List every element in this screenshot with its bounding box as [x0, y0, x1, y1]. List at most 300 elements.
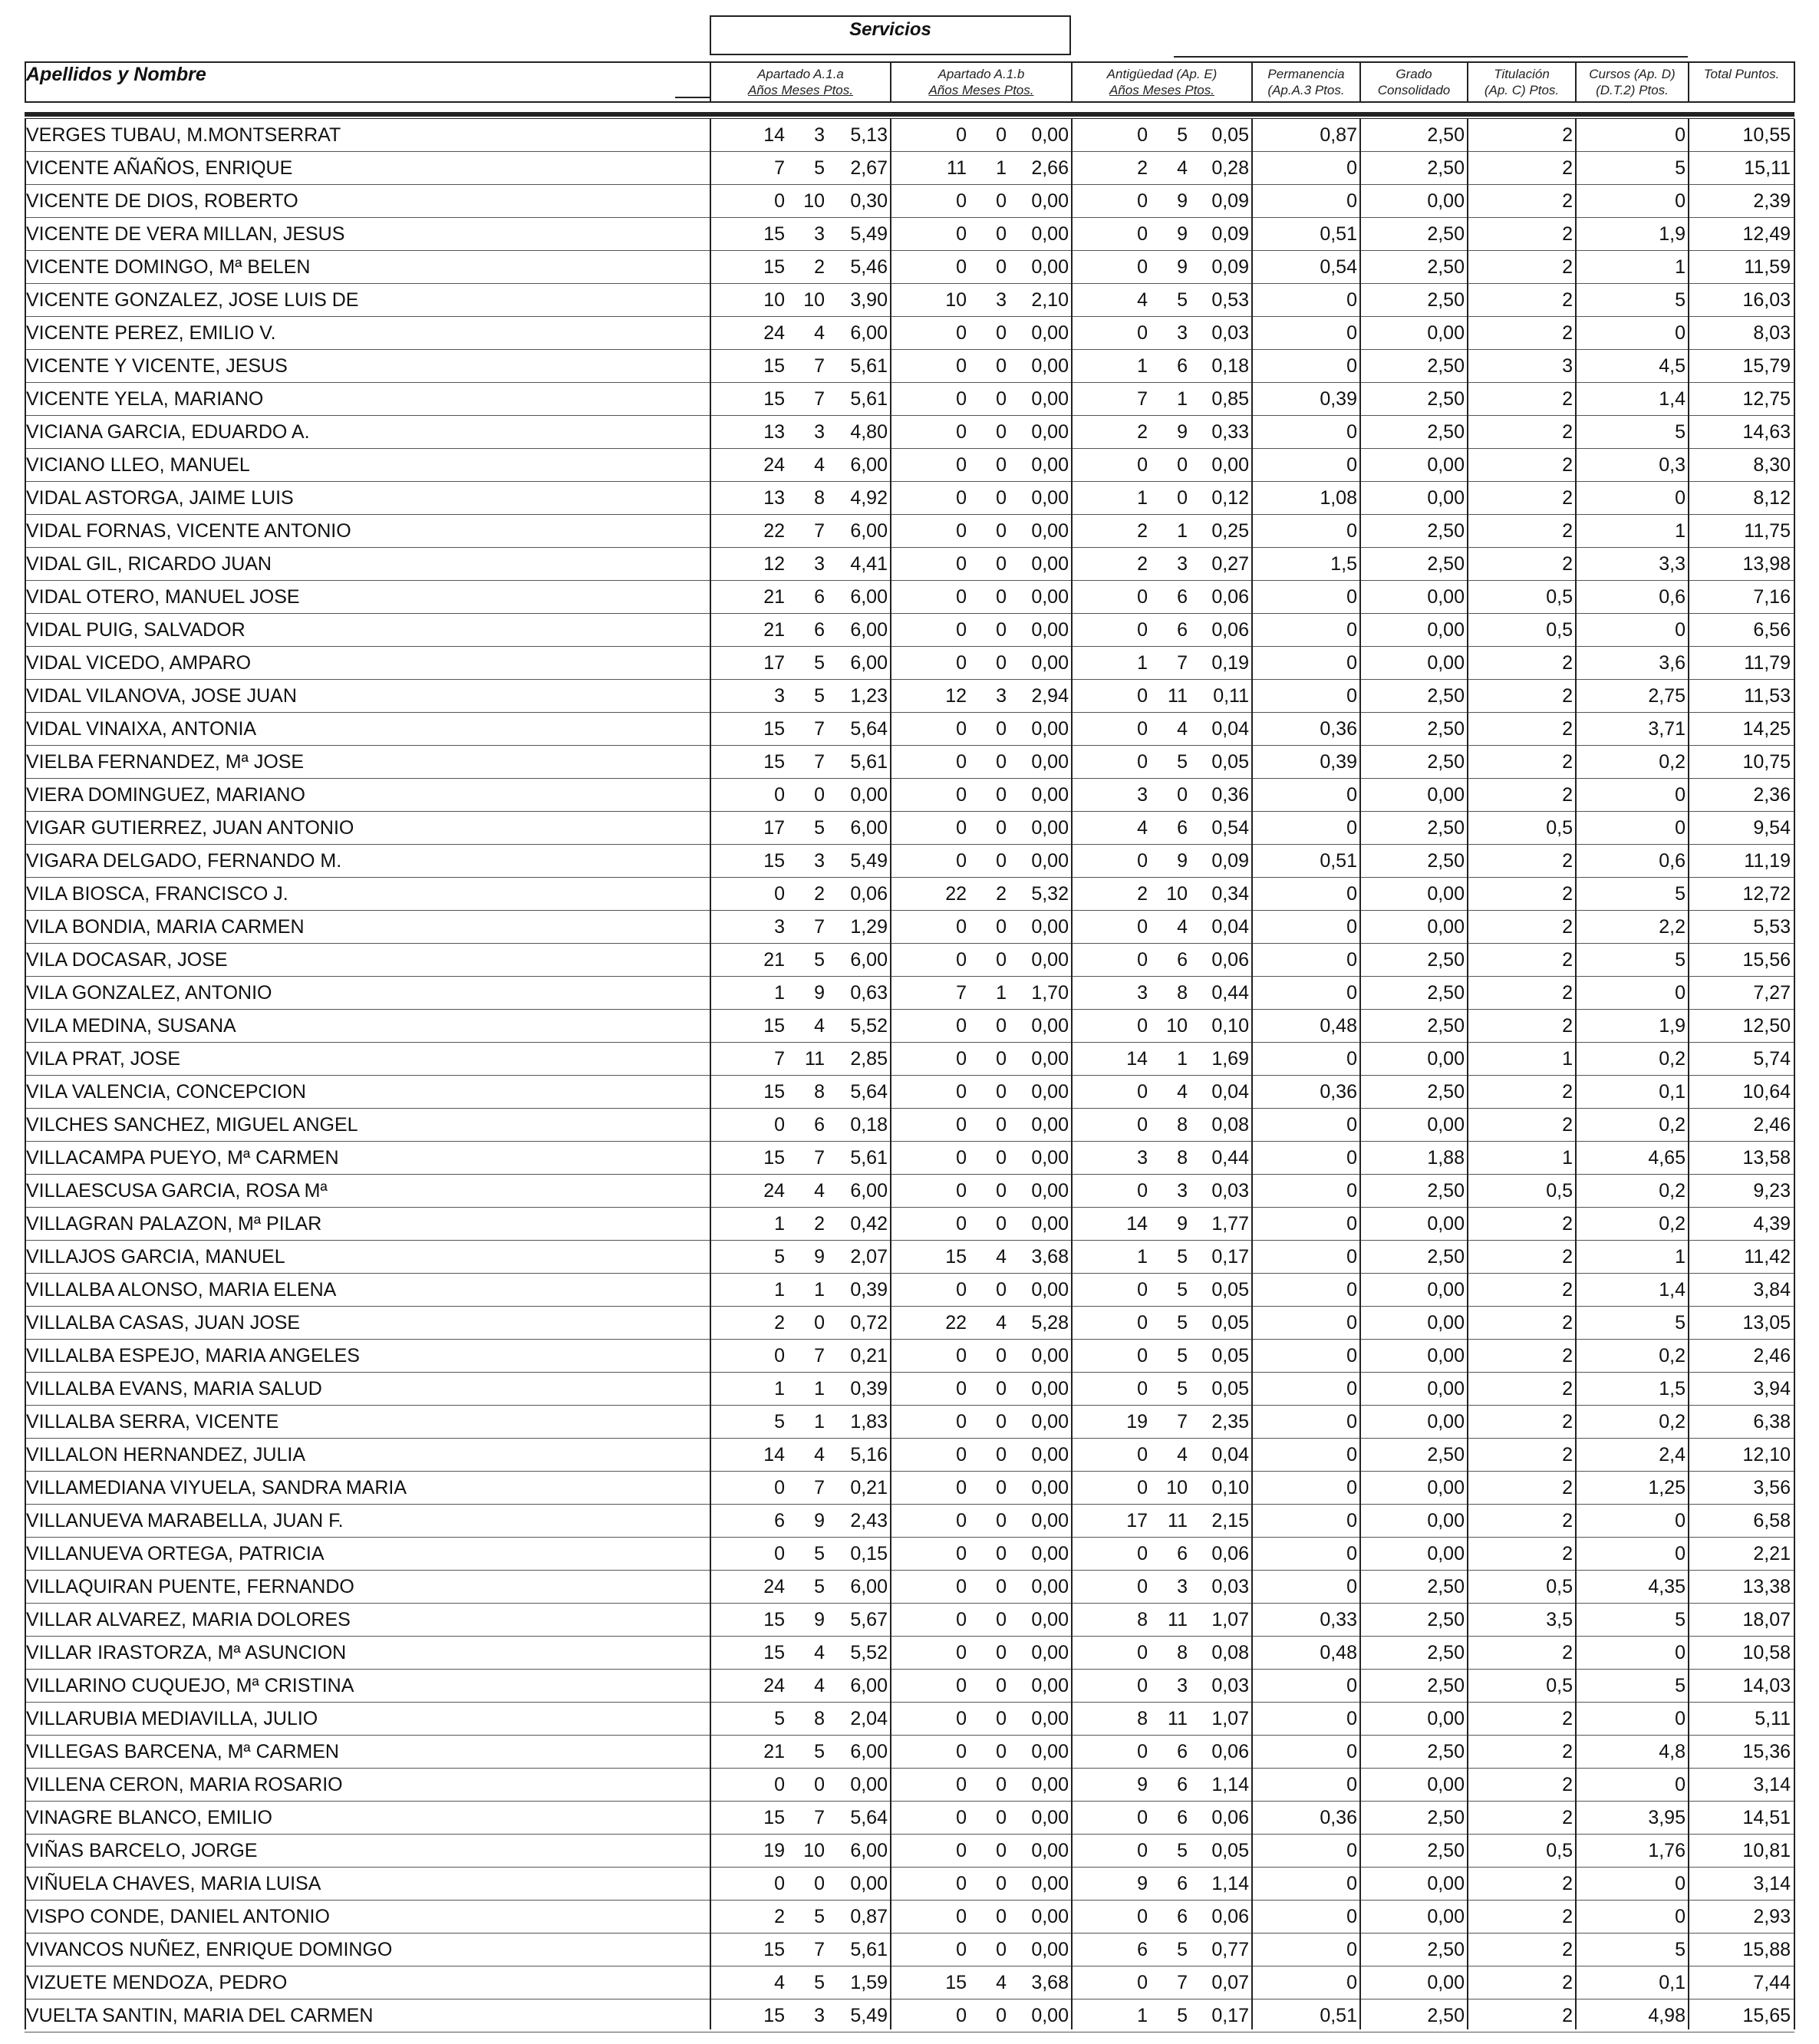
cell-value: 0,3 — [1659, 454, 1686, 476]
cell-value: 6,38 — [1753, 1411, 1791, 1432]
cell-value: 4,39 — [1753, 1213, 1791, 1235]
cell-name: VIELBA FERNANDEZ, Mª JOSE — [26, 751, 305, 773]
cell-value: 2 — [1562, 1411, 1573, 1432]
cell-value: 0 — [996, 355, 1007, 377]
cell-value: 5 — [814, 817, 825, 839]
cell-value: 0 — [1675, 1642, 1686, 1663]
col-title-titulacion — [1468, 66, 1575, 98]
cell-value: 10,75 — [1742, 751, 1791, 773]
cell-value: 0 — [1346, 1114, 1357, 1136]
cell-value: 0,00 — [1031, 355, 1069, 377]
cell-value: 0,36 — [1211, 784, 1249, 806]
cell-value: 0,07 — [1211, 1972, 1249, 1993]
cell-value: 0 — [1675, 487, 1686, 509]
header-thick-rule — [25, 112, 1794, 117]
cell-value: 2,75 — [1648, 685, 1686, 707]
cell-value: 2,50 — [1427, 1081, 1465, 1103]
cell-value: 0 — [996, 916, 1007, 938]
cell-value: 0 — [996, 1642, 1007, 1663]
cell-value: 0 — [996, 619, 1007, 641]
cell-value: 5,61 — [850, 751, 888, 773]
cell-value: 3 — [1137, 784, 1148, 806]
cell-value: 0 — [1675, 817, 1686, 839]
cell-value: 0 — [956, 817, 967, 839]
cell-value: 0,04 — [1211, 718, 1249, 740]
cell-value: 4 — [814, 1642, 825, 1663]
cell-value: 3 — [814, 2005, 825, 2026]
cell-value: 11,42 — [1744, 1246, 1791, 1268]
cell-value: 0 — [956, 718, 967, 740]
cell-value: 1,88 — [1427, 1147, 1465, 1169]
cell-name: VIZUETE MENDOZA, PEDRO — [26, 1972, 288, 1993]
cell-value: 11 — [947, 157, 967, 179]
cell-value: 0,06 — [1211, 619, 1249, 641]
cell-value: 1,14 — [1211, 1873, 1249, 1894]
cell-value: 0,17 — [1211, 1246, 1249, 1268]
cell-name: VIGARA DELGADO, FERNANDO M. — [26, 850, 342, 872]
cell-value: 0 — [1137, 190, 1148, 212]
cell-value: 0 — [996, 1510, 1007, 1531]
cell-value: 2,50 — [1427, 1642, 1465, 1663]
cell-value: 0,00 — [1031, 1840, 1069, 1861]
cell-value: 1,07 — [1211, 1609, 1249, 1630]
cell-value: 0 — [1346, 1972, 1357, 1993]
cell-value: 0,77 — [1211, 1939, 1249, 1960]
cell-value: 6 — [774, 1510, 785, 1531]
cell-value: 2,50 — [1427, 1576, 1465, 1597]
cell-value: 0,05 — [1211, 1345, 1249, 1367]
cell-value: 3 — [1177, 1675, 1188, 1696]
cell-value: 6,00 — [850, 619, 888, 641]
cell-value: 3 — [774, 685, 785, 707]
cell-value: 8 — [1137, 1708, 1148, 1729]
cell-value: 6 — [1177, 619, 1188, 641]
cell-value: 0,00 — [1427, 1774, 1465, 1795]
table-row — [25, 1208, 1794, 1241]
cell-value: 14,63 — [1742, 421, 1791, 443]
cell-value: 3,71 — [1648, 718, 1686, 740]
cell-value: 0,00 — [1031, 1774, 1069, 1795]
cell-value: 0 — [956, 421, 967, 443]
cell-value: 7 — [1137, 388, 1148, 410]
cell-value: 0 — [1346, 1147, 1357, 1169]
cell-value: 3,14 — [1753, 1774, 1791, 1795]
cell-value: 5,64 — [850, 1081, 888, 1103]
cell-value: 7 — [774, 1048, 785, 1070]
cell-value: 0 — [996, 553, 1007, 575]
cell-value: 2 — [1562, 784, 1573, 806]
cell-value: 0,00 — [1031, 2005, 1069, 2026]
cell-value: 2 — [1562, 751, 1573, 773]
cell-value: 2 — [1562, 1708, 1573, 1729]
cell-value: 15 — [763, 1015, 785, 1037]
cell-value: 0 — [956, 1411, 967, 1432]
cell-value: 0 — [996, 949, 1007, 971]
cell-value: 4 — [1177, 157, 1188, 179]
cell-value: 7 — [814, 355, 825, 377]
cell-value: 0,15 — [850, 1543, 888, 1564]
cell-value: 4 — [814, 454, 825, 476]
cell-value: 0 — [956, 1609, 967, 1630]
cell-value: 0 — [996, 586, 1007, 608]
cell-value: 4 — [996, 1972, 1007, 1993]
cell-value: 0 — [1675, 124, 1686, 146]
cell-name: VILA BIOSCA, FRANCISCO J. — [26, 883, 288, 905]
cell-value: 0,00 — [1427, 1543, 1465, 1564]
table-row — [25, 1241, 1794, 1274]
cell-value: 0 — [1346, 1279, 1357, 1301]
cell-value: 0 — [956, 388, 967, 410]
table-row — [25, 1571, 1794, 1604]
cell-name: VIÑAS BARCELO, JORGE — [26, 1840, 258, 1861]
cell-value: 0,09 — [1211, 256, 1249, 278]
cell-value: 0,05 — [1211, 1378, 1249, 1399]
cell-value: 22 — [945, 1312, 967, 1334]
cell-name: VILLAR IRASTORZA, Mª ASUNCION — [26, 1642, 347, 1663]
cell-value: 9 — [1177, 190, 1188, 212]
col-title-line2: Años Meses Ptos. — [928, 83, 1034, 97]
cell-value: 0,05 — [1211, 751, 1249, 773]
cell-value: 0 — [996, 652, 1007, 674]
cell-value: 0,1 — [1659, 1081, 1686, 1103]
cell-value: 2 — [1562, 1510, 1573, 1531]
cell-value: 22 — [763, 520, 785, 542]
cell-value: 2 — [1562, 1873, 1573, 1894]
cell-value: 0 — [1137, 949, 1148, 971]
cell-value: 17 — [1126, 1510, 1148, 1531]
cell-value: 1,07 — [1211, 1708, 1249, 1729]
cell-value: 5 — [1177, 1246, 1188, 1268]
cell-value: 0 — [1137, 256, 1148, 278]
cell-name: VISPO CONDE, DANIEL ANTONIO — [26, 1906, 330, 1927]
cell-value: 22 — [945, 883, 967, 905]
cell-value: 0,05 — [1211, 1279, 1249, 1301]
cell-value: 2,4 — [1659, 1444, 1686, 1465]
cell-value: 1,59 — [850, 1972, 888, 1993]
cell-value: 2,50 — [1427, 1939, 1465, 1960]
cell-value: 7 — [956, 982, 967, 1004]
cell-name: VERGES TUBAU, M.MONTSERRAT — [26, 124, 341, 146]
cell-value: 2 — [1562, 322, 1573, 344]
table-row — [25, 878, 1794, 911]
cell-value: 5 — [1675, 421, 1686, 443]
col-title-line2: (Ap.A.3 Ptos. — [1267, 83, 1345, 97]
cell-value: 0,00 — [1031, 1345, 1069, 1367]
cell-value: 9 — [1177, 850, 1188, 872]
cell-value: 0 — [1346, 1708, 1357, 1729]
cell-value: 0,00 — [1031, 1477, 1069, 1498]
cell-value: 9 — [1177, 223, 1188, 245]
cell-value: 0,05 — [1211, 1312, 1249, 1334]
body-vline — [1071, 119, 1073, 2029]
cell-value: 5,49 — [850, 850, 888, 872]
cell-value: 11,19 — [1744, 850, 1791, 872]
cell-value: 5 — [1675, 157, 1686, 179]
cell-value: 2,50 — [1427, 2005, 1465, 2026]
cell-value: 0 — [1137, 685, 1148, 707]
cell-value: 0,00 — [1031, 1642, 1069, 1663]
cell-value: 0 — [996, 256, 1007, 278]
table-row — [25, 1340, 1794, 1373]
cell-value: 0,00 — [1031, 1708, 1069, 1729]
cell-value: 7 — [814, 520, 825, 542]
cell-value: 0 — [1137, 1906, 1148, 1927]
cell-value: 5,11 — [1755, 1708, 1791, 1729]
cell-value: 0,53 — [1211, 289, 1249, 311]
cell-value: 15,79 — [1742, 355, 1791, 377]
cell-value: 0 — [956, 1048, 967, 1070]
cell-value: 4 — [814, 1444, 825, 1465]
cell-value: 4,41 — [850, 553, 888, 575]
cell-name: VICENTE PEREZ, EMILIO V. — [26, 322, 276, 344]
cell-value: 0,08 — [1211, 1114, 1249, 1136]
cell-name: VINAGRE BLANCO, EMILIO — [26, 1807, 272, 1828]
cell-value: 0 — [1346, 1741, 1357, 1762]
cell-value: 1,9 — [1659, 1015, 1686, 1037]
col-title-line2: Consolidado — [1377, 83, 1451, 97]
cell-value: 0,6 — [1659, 586, 1686, 608]
cell-value: 0 — [956, 1873, 967, 1894]
cell-value: 0 — [1137, 454, 1148, 476]
cell-name: VILA VALENCIA, CONCEPCION — [26, 1081, 306, 1103]
cell-value: 0,00 — [1031, 751, 1069, 773]
cell-value: 5 — [1177, 1279, 1188, 1301]
cell-value: 2 — [1137, 157, 1148, 179]
cell-value: 0,00 — [850, 784, 888, 806]
cell-value: 0,04 — [1211, 1444, 1249, 1465]
cell-value: 10 — [1166, 1477, 1188, 1498]
cell-name: VILLAQUIRAN PUENTE, FERNANDO — [26, 1576, 354, 1597]
cell-value: 0 — [956, 1114, 967, 1136]
cell-value: 5 — [814, 1576, 825, 1597]
cell-value: 1,83 — [850, 1411, 888, 1432]
table-row — [25, 1505, 1794, 1538]
cell-value: 0 — [1346, 883, 1357, 905]
servicios-title: Servicios — [849, 19, 931, 40]
cell-value: 0,03 — [1211, 322, 1249, 344]
cell-value: 3,68 — [1031, 1972, 1069, 1993]
cell-value: 1 — [814, 1279, 825, 1301]
cell-value: 4 — [1137, 817, 1148, 839]
cell-value: 0 — [1346, 916, 1357, 938]
cell-name: VIÑUELA CHAVES, MARIA LUISA — [26, 1873, 321, 1894]
cell-value: 0,06 — [1211, 586, 1249, 608]
cell-value: 15 — [945, 1972, 967, 1993]
cell-value: 12,72 — [1742, 883, 1791, 905]
cell-value: 0 — [956, 1543, 967, 1564]
cell-value: 0,00 — [1427, 1873, 1465, 1894]
cell-value: 7 — [814, 388, 825, 410]
cell-name: VICENTE AÑAÑOS, ENRIQUE — [26, 157, 293, 179]
cell-value: 2 — [1562, 850, 1573, 872]
cell-value: 11 — [1168, 1609, 1188, 1630]
cell-value: 0 — [1675, 982, 1686, 1004]
body-vline — [1359, 119, 1361, 2029]
cell-value: 7 — [814, 1807, 825, 1828]
table-row — [25, 746, 1794, 779]
cell-value: 0,00 — [1427, 586, 1465, 608]
cell-value: 15 — [763, 2005, 785, 2026]
cell-value: 0,42 — [850, 1213, 888, 1235]
cell-value: 3 — [814, 553, 825, 575]
cell-value: 1 — [774, 1279, 785, 1301]
cell-value: 0,51 — [1320, 850, 1357, 872]
cell-value: 9,23 — [1753, 1180, 1791, 1202]
cell-value: 0 — [996, 1213, 1007, 1235]
cell-value: 0,00 — [1031, 619, 1069, 641]
cell-value: 0 — [1137, 1378, 1148, 1399]
cell-name: VICENTE YELA, MARIANO — [26, 388, 264, 410]
cell-value: 0 — [956, 2005, 967, 2026]
col-title-a1b — [891, 66, 1071, 98]
cell-value: 2,50 — [1427, 223, 1465, 245]
cell-value: 0,25 — [1211, 520, 1249, 542]
table-row — [25, 1604, 1794, 1637]
cell-value: 6,00 — [850, 586, 888, 608]
cell-value: 0,00 — [1031, 1114, 1069, 1136]
cell-value: 0 — [1137, 1543, 1148, 1564]
cell-value: 21 — [763, 949, 785, 971]
cell-value: 0 — [1137, 1972, 1148, 1993]
cell-value: 3,90 — [850, 289, 888, 311]
cell-value: 0 — [956, 454, 967, 476]
cell-value: 11,53 — [1744, 685, 1791, 707]
cell-value: 7,27 — [1753, 982, 1791, 1004]
cell-value: 24 — [763, 454, 785, 476]
cell-value: 0,44 — [1211, 1147, 1249, 1169]
cell-name: VILLAMEDIANA VIYUELA, SANDRA MARIA — [26, 1477, 407, 1498]
cell-value: 4,5 — [1659, 355, 1686, 377]
cell-value: 2 — [814, 1213, 825, 1235]
cell-value: 10 — [803, 1840, 825, 1861]
cell-value: 2 — [1562, 1345, 1573, 1367]
cell-value: 4,80 — [850, 421, 888, 443]
cell-value: 6 — [814, 619, 825, 641]
cell-value: 0,6 — [1659, 850, 1686, 872]
cell-value: 0 — [814, 1774, 825, 1795]
cell-value: 0 — [996, 1081, 1007, 1103]
cell-value: 0 — [956, 520, 967, 542]
cell-value: 0 — [956, 1510, 967, 1531]
cell-value: 0 — [774, 1114, 785, 1136]
cell-value: 6 — [1177, 1807, 1188, 1828]
cell-value: 0,00 — [1427, 1114, 1465, 1136]
col-title-line1: Permanencia — [1267, 67, 1345, 81]
cell-value: 0 — [956, 1378, 967, 1399]
cell-value: 2 — [1562, 454, 1573, 476]
cell-value: 1 — [774, 1213, 785, 1235]
cell-value: 0,00 — [1031, 487, 1069, 509]
cell-value: 0,00 — [1031, 1906, 1069, 1927]
cell-value: 0,36 — [1320, 1081, 1357, 1103]
table-row — [25, 284, 1794, 317]
cell-value: 0 — [1346, 1906, 1357, 1927]
cell-value: 2,50 — [1427, 850, 1465, 872]
col-title-line2: (D.T.2) Ptos. — [1596, 83, 1669, 97]
cell-value: 2,10 — [1031, 289, 1069, 311]
cell-value: 0 — [1177, 784, 1188, 806]
table-row — [25, 1043, 1794, 1076]
cell-value: 6 — [814, 1114, 825, 1136]
cell-value: 3 — [996, 685, 1007, 707]
cell-name: VILLEGAS BARCENA, Mª CARMEN — [26, 1741, 339, 1762]
cell-value: 8,12 — [1753, 487, 1791, 509]
cell-value: 0,00 — [1031, 784, 1069, 806]
cell-value: 0 — [996, 421, 1007, 443]
cell-value: 0,00 — [1427, 1048, 1465, 1070]
table-row — [25, 1868, 1794, 1901]
cell-value: 0,5 — [1546, 586, 1573, 608]
cell-name: VILLENA CERON, MARIA ROSARIO — [26, 1774, 343, 1795]
cell-name: VICENTE DE DIOS, ROBERTO — [26, 190, 298, 212]
cell-name: VILA PRAT, JOSE — [26, 1048, 181, 1070]
cell-value: 1,5 — [1330, 553, 1357, 575]
cell-value: 2,50 — [1427, 982, 1465, 1004]
cell-value: 0 — [814, 784, 825, 806]
cell-value: 2,93 — [1753, 1906, 1791, 1927]
header-rule-bottom — [25, 101, 1794, 103]
cell-value: 0 — [1346, 1246, 1357, 1268]
header-rule-left-top — [25, 61, 710, 63]
cell-value: 0 — [956, 256, 967, 278]
cell-value: 0,19 — [1211, 652, 1249, 674]
cell-value: 0,39 — [1320, 751, 1357, 773]
cell-value: 2,50 — [1427, 1840, 1465, 1861]
cell-value: 0,36 — [1320, 1807, 1357, 1828]
cell-value: 0 — [1346, 586, 1357, 608]
cell-value: 2,43 — [850, 1510, 888, 1531]
cell-value: 6,00 — [850, 1675, 888, 1696]
cell-value: 0,2 — [1659, 1114, 1686, 1136]
cell-value: 2 — [774, 1906, 785, 1927]
cell-value: 6 — [1137, 1939, 1148, 1960]
cell-value: 0,18 — [1211, 355, 1249, 377]
cell-value: 2 — [1562, 1741, 1573, 1762]
cell-value: 2,50 — [1427, 1609, 1465, 1630]
cell-value: 0 — [1346, 157, 1357, 179]
cell-value: 17 — [763, 652, 785, 674]
cell-value: 0 — [1346, 1543, 1357, 1564]
cell-value: 2,66 — [1031, 157, 1069, 179]
cell-name: VILLARUBIA MEDIAVILLA, JULIO — [26, 1708, 318, 1729]
cell-value: 0,30 — [850, 190, 888, 212]
cell-value: 0 — [774, 1774, 785, 1795]
cell-value: 2,35 — [1211, 1411, 1249, 1432]
cell-value: 2,50 — [1427, 553, 1465, 575]
cell-value: 2 — [814, 883, 825, 905]
cell-value: 0 — [996, 817, 1007, 839]
cell-value: 9 — [814, 982, 825, 1004]
cell-value: 0,00 — [1031, 1279, 1069, 1301]
cell-value: 2 — [1562, 1081, 1573, 1103]
cell-name: VICENTE DE VERA MILLAN, JESUS — [26, 223, 345, 245]
cell-value: 3 — [814, 421, 825, 443]
cell-value: 7,16 — [1753, 586, 1791, 608]
cell-value: 6,00 — [850, 454, 888, 476]
cell-value: 15 — [763, 1807, 785, 1828]
cell-value: 0,00 — [1031, 1609, 1069, 1630]
cell-value: 0,2 — [1659, 751, 1686, 773]
cell-value: 0,00 — [1031, 916, 1069, 938]
cell-value: 5,53 — [1753, 916, 1791, 938]
cell-value: 0 — [996, 1279, 1007, 1301]
cell-name: VILLALBA ALONSO, MARIA ELENA — [26, 1279, 337, 1301]
cell-value: 0 — [1137, 1312, 1148, 1334]
cell-name: VIDAL PUIG, SALVADOR — [26, 619, 245, 641]
cell-value: 1,25 — [1648, 1477, 1686, 1498]
cell-value: 0 — [956, 949, 967, 971]
cell-value: 2 — [1562, 1378, 1573, 1399]
